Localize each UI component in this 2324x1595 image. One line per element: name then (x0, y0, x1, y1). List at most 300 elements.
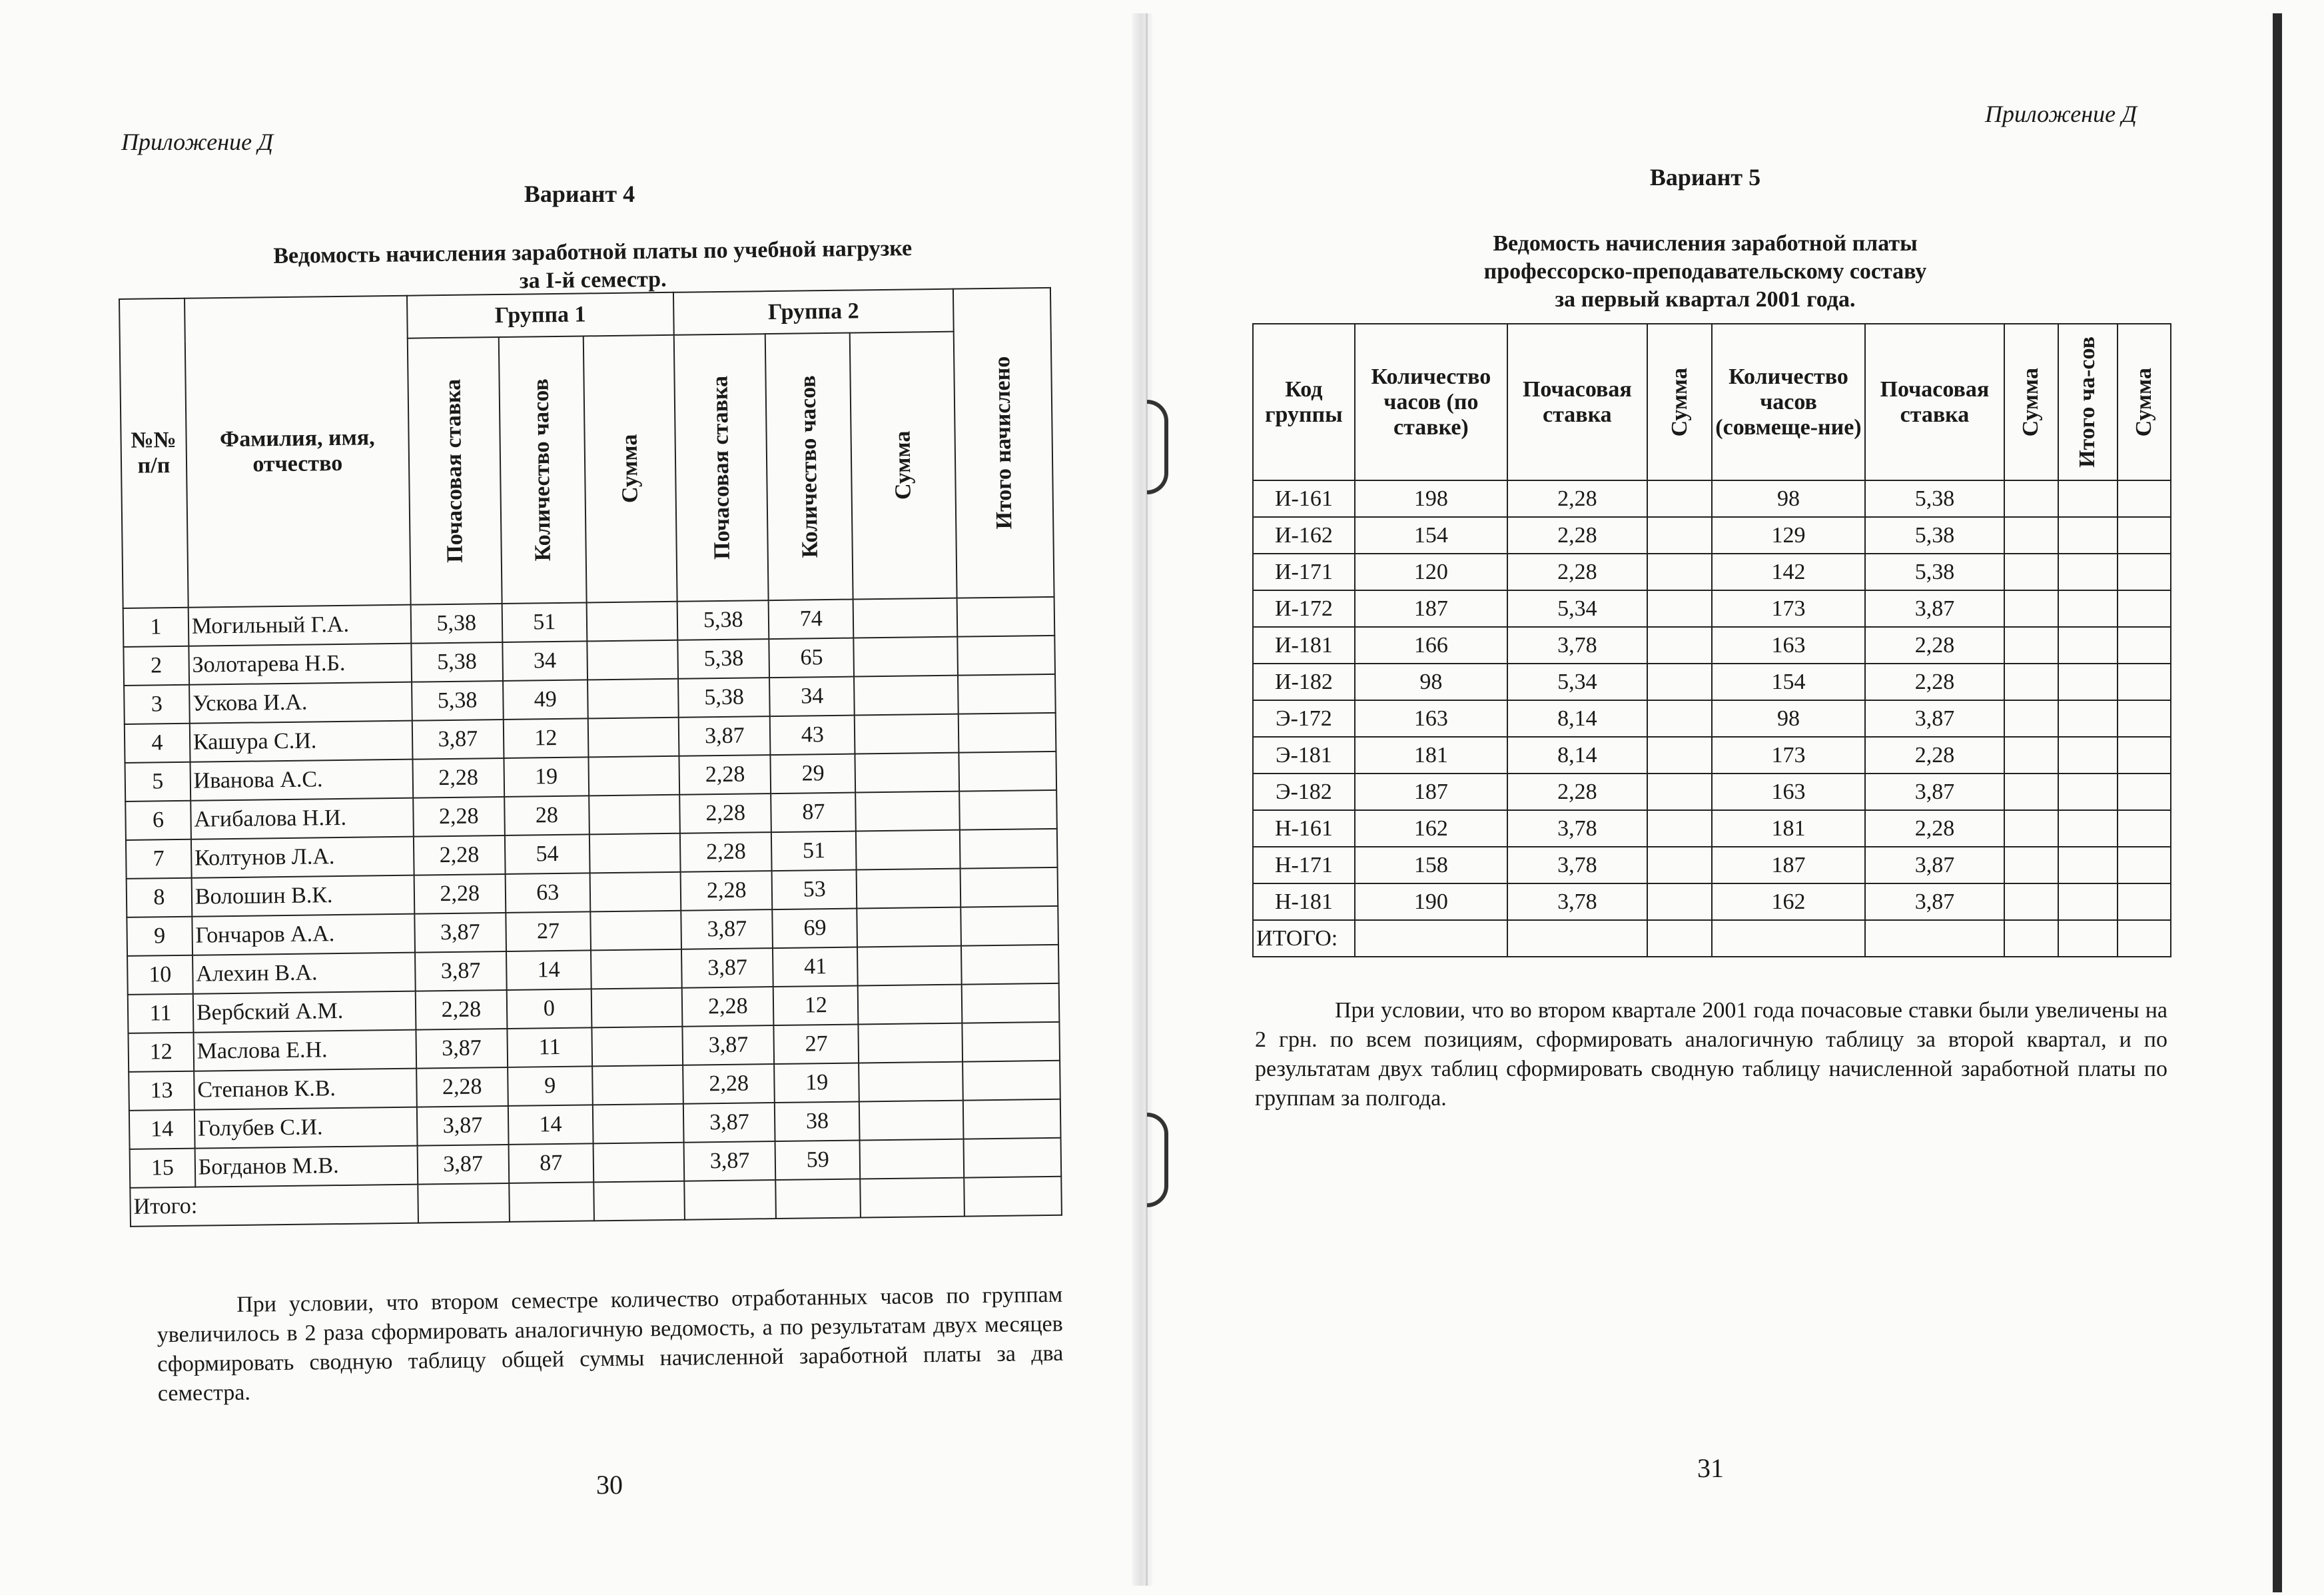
header-sum-2-text: Сумма (890, 430, 916, 500)
row-sum-3 (2118, 847, 2171, 883)
paragraph-indent (157, 1312, 236, 1313)
row-number: 6 (125, 801, 191, 840)
row-sum-3 (2118, 590, 2171, 627)
row-hours-1: 63 (506, 873, 591, 913)
row-sum-2 (859, 1101, 963, 1141)
row-rate-1: 2,28 (412, 758, 504, 798)
row-total-hours (2058, 590, 2118, 627)
row-rate-1: 3,78 (1507, 627, 1647, 664)
total-label: ИТОГО: (1253, 920, 1355, 957)
row-sum-2 (2004, 554, 2058, 590)
row-name: Вербский А.М. (193, 991, 416, 1033)
row-hours-1: 14 (508, 1105, 593, 1145)
row-hours-1: 51 (502, 602, 587, 642)
title-line: Ведомость начисления заработной платы по учебной нагрузке (273, 236, 913, 268)
header-group-2: Группа 2 (673, 289, 953, 335)
row-rate-1: 2,28 (414, 835, 506, 875)
row-total (961, 906, 1058, 946)
row-sum-1 (1647, 737, 1713, 774)
table-row (1253, 774, 2171, 810)
row-rate-2: 2,28 (683, 1064, 775, 1104)
row-rate-1: 3,78 (1507, 847, 1647, 883)
table-row (1253, 700, 2171, 737)
row-sum-1 (587, 640, 678, 680)
row-total-hours (2058, 517, 2118, 554)
header-sum-1-text: Сумма (1667, 367, 1692, 437)
row-sum-1 (1647, 517, 1713, 554)
row-rate-1: 2,28 (416, 1067, 508, 1107)
instruction-paragraph (157, 1281, 1064, 1409)
row-hours-combined: 163 (1712, 627, 1864, 664)
row-hours-2: 74 (769, 600, 854, 640)
row-hours-1: 9 (508, 1066, 593, 1106)
row-hours-combined: 154 (1712, 664, 1864, 700)
row-sum-1 (1647, 554, 1713, 590)
scan-edge (2273, 13, 2282, 1592)
row-rate-1: 2,28 (415, 990, 507, 1030)
table-row (1253, 590, 2171, 627)
table-row (1253, 664, 2171, 700)
row-name: Богданов М.В. (194, 1146, 417, 1187)
row-number: 15 (130, 1149, 196, 1188)
header-hours-2-text: Количество часов (795, 375, 823, 558)
row-total-hours (2058, 700, 2118, 737)
header-rate-1 (407, 337, 502, 605)
row-rate-1: 5,38 (412, 681, 504, 721)
row-sum-3 (2118, 810, 2171, 847)
row-sum-1 (590, 911, 681, 951)
row-sum-2 (854, 676, 958, 716)
total-cell (1507, 920, 1647, 957)
total-cell (1712, 920, 1864, 957)
row-rate-2: 2,28 (679, 755, 771, 795)
variant-heading: Вариант 5 (1649, 164, 1761, 191)
row-sum-2 (2004, 517, 2058, 554)
row-hours-1: 0 (507, 989, 592, 1029)
total-cell (418, 1183, 510, 1223)
row-rate-1: 3,87 (412, 720, 504, 760)
row-hours-rate: 154 (1355, 517, 1507, 554)
row-hours-combined: 173 (1712, 590, 1864, 627)
header-number: №№ п/п (119, 298, 188, 608)
row-sum-3 (2118, 664, 2171, 700)
header-rate-1-text: Почасовая ставка (440, 378, 468, 564)
row-number: 7 (126, 839, 192, 879)
row-sum-3 (2118, 737, 2171, 774)
row-sum-1 (587, 679, 679, 719)
row-hours-rate: 162 (1355, 810, 1507, 847)
row-sum-3 (2118, 517, 2171, 554)
row-hours-combined: 181 (1712, 810, 1864, 847)
total-cell (1355, 920, 1507, 957)
row-rate-1: 3,78 (1507, 810, 1647, 847)
row-sum-1 (1647, 700, 1713, 737)
row-hours-combined: 162 (1712, 883, 1864, 920)
title-line: за I-й семестр. (519, 266, 667, 294)
row-hours-2: 34 (769, 677, 855, 717)
row-hours-combined: 129 (1712, 517, 1864, 554)
row-name: Ускова И.А. (189, 682, 412, 724)
row-number: 12 (128, 1033, 194, 1072)
row-hours-combined: 163 (1712, 774, 1864, 810)
total-cell (964, 1177, 1062, 1217)
total-cell (593, 1181, 685, 1221)
row-sum-3 (2118, 883, 2171, 920)
total-cell (2058, 920, 2118, 957)
row-total (962, 983, 1060, 1023)
row-rate-1: 5,34 (1507, 590, 1647, 627)
row-sum-2 (859, 1062, 963, 1102)
title-line: за первый квартал 2001 года. (1555, 287, 1856, 312)
row-group-code: И-181 (1253, 627, 1355, 664)
row-sum-2 (854, 637, 958, 677)
header-sum-3 (2118, 324, 2171, 480)
row-sum-3 (2118, 774, 2171, 810)
appendix-label: Приложение Д (1985, 101, 2137, 127)
row-rate-2: 3,87 (1865, 774, 2005, 810)
row-rate-1: 2,28 (1507, 517, 1647, 554)
row-rate-2: 2,28 (680, 832, 772, 872)
row-sum-1 (587, 718, 679, 758)
row-sum-1 (591, 988, 682, 1028)
row-hours-2: 87 (771, 793, 857, 833)
row-hours-1: 34 (502, 641, 587, 681)
row-name: Колтунов Л.А. (191, 837, 414, 878)
row-sum-2 (856, 830, 960, 870)
row-rate-2: 3,87 (684, 1141, 776, 1181)
row-total (957, 597, 1054, 637)
total-cell (509, 1182, 594, 1222)
row-name: Голубев С.И. (194, 1107, 417, 1149)
row-hours-rate: 187 (1355, 590, 1507, 627)
table-body (1253, 480, 2171, 920)
row-sum-1 (1647, 590, 1713, 627)
row-number: 11 (128, 994, 194, 1033)
row-number: 8 (127, 878, 193, 917)
row-hours-2: 65 (769, 638, 855, 678)
row-name: Агибалова Н.И. (191, 798, 413, 839)
row-total-hours (2058, 737, 2118, 774)
row-sum-1 (589, 833, 681, 873)
row-rate-2: 3,87 (1865, 847, 2005, 883)
row-name: Могильный Г.А. (189, 605, 411, 646)
header-group-code: Код группы (1253, 324, 1355, 480)
row-sum-2 (859, 1023, 963, 1063)
row-rate-2: 5,38 (1865, 480, 2005, 517)
row-sum-2 (2004, 774, 2058, 810)
row-total (963, 1061, 1060, 1101)
row-rate-2: 2,28 (681, 871, 773, 911)
total-cell (860, 1178, 964, 1218)
total-label: Итого: (130, 1185, 418, 1227)
row-sum-2 (2004, 664, 2058, 700)
row-total (959, 790, 1057, 830)
row-rate-2: 3,87 (1865, 883, 2005, 920)
row-total (957, 636, 1055, 676)
row-number: 3 (124, 685, 190, 724)
row-hours-1: 11 (507, 1027, 592, 1067)
row-group-code: Н-181 (1253, 883, 1355, 920)
row-rate-2: 3,87 (683, 1103, 775, 1143)
table-body (123, 597, 1062, 1188)
row-sum-3 (2118, 627, 2171, 664)
row-rate-2: 5,38 (678, 678, 770, 718)
row-sum-2 (2004, 700, 2058, 737)
row-group-code: И-161 (1253, 480, 1355, 517)
row-hours-2: 69 (773, 909, 858, 949)
row-total (961, 945, 1059, 985)
row-number: 14 (129, 1110, 195, 1149)
row-hours-1: 87 (508, 1143, 593, 1183)
row-group-code: Н-161 (1253, 810, 1355, 847)
row-rate-2: 3,87 (681, 948, 773, 988)
row-total-hours (2058, 627, 2118, 664)
row-group-code: И-172 (1253, 590, 1355, 627)
row-total-hours (2058, 810, 2118, 847)
row-rate-2: 2,28 (1865, 664, 2005, 700)
row-hours-rate: 120 (1355, 554, 1507, 590)
total-row (1253, 920, 2171, 957)
row-rate-1: 2,28 (1507, 554, 1647, 590)
header-sum-2 (850, 332, 957, 600)
row-sum-1 (586, 602, 677, 642)
header-hours-rate: Количество часов (по ставке) (1355, 324, 1507, 480)
row-number: 2 (123, 646, 189, 686)
row-name: Кашура С.И. (190, 721, 412, 762)
row-name: Золотарева Н.Б. (189, 644, 411, 685)
row-hours-rate: 98 (1355, 664, 1507, 700)
row-hours-1: 14 (506, 950, 591, 990)
row-hours-2: 41 (773, 947, 858, 987)
row-sum-2 (853, 598, 957, 638)
row-rate-1: 3,87 (417, 1106, 509, 1146)
row-rate-1: 2,28 (413, 797, 505, 837)
row-sum-2 (2004, 480, 2058, 517)
row-sum-1 (592, 1065, 683, 1105)
row-hours-combined: 98 (1712, 480, 1864, 517)
row-number: 1 (123, 608, 189, 647)
total-cell (2004, 920, 2058, 957)
row-sum-1 (589, 872, 681, 912)
row-rate-2: 2,28 (682, 987, 774, 1027)
header-sum-1 (1647, 324, 1713, 480)
row-total-hours (2058, 554, 2118, 590)
row-sum-2 (2004, 627, 2058, 664)
row-hours-2: 38 (775, 1102, 860, 1142)
instruction-text: При условии, что во втором квартале 2001 года почасовые ставки были увеличены на 2 грн. по всем позициям, сформировать аналогичную таблицу за второй квартал, и по результатам двух таблиц сформировать сводную таблицу начисленной заработной платы по группам за полгода. (1255, 998, 2167, 1111)
header-hours-1 (499, 336, 587, 604)
row-hours-rate: 187 (1355, 774, 1507, 810)
row-sum-2 (2004, 847, 2058, 883)
total-cell (2118, 920, 2171, 957)
row-sum-1 (591, 1027, 683, 1067)
row-sum-2 (2004, 810, 2058, 847)
row-sum-2 (857, 869, 961, 909)
row-sum-1 (589, 795, 680, 835)
row-hours-1: 28 (504, 796, 589, 835)
header-hours-2 (765, 333, 853, 601)
row-name: Алехин В.А. (193, 953, 415, 994)
row-total (963, 1138, 1061, 1178)
row-sum-2 (857, 907, 961, 947)
row-number: 9 (127, 917, 193, 956)
row-rate-2: 3,87 (679, 716, 771, 756)
row-rate-2: 3,87 (681, 909, 773, 949)
row-number: 13 (129, 1071, 194, 1111)
row-rate-1: 2,28 (1507, 774, 1647, 810)
row-sum-3 (2118, 554, 2171, 590)
row-group-code: Э-172 (1253, 700, 1355, 737)
total-cell (684, 1180, 776, 1220)
table-row (1253, 883, 2171, 920)
row-name: Волошин В.К. (191, 875, 414, 917)
page-number: 30 (596, 1470, 623, 1500)
total-cell (776, 1179, 861, 1219)
total-cell (1865, 920, 2005, 957)
header-sum-1 (583, 335, 677, 603)
row-group-code: И-162 (1253, 517, 1355, 554)
table-row (1253, 554, 2171, 590)
row-sum-2 (860, 1139, 964, 1179)
header-hours-combined: Количество часов (совмеще-ние) (1712, 324, 1864, 480)
row-sum-2 (2004, 590, 2058, 627)
table-row (1253, 627, 2171, 664)
row-hours-rate: 181 (1355, 737, 1507, 774)
row-rate-2: 2,28 (1865, 810, 2005, 847)
row-sum-1 (1647, 847, 1713, 883)
row-name: Маслова Е.Н. (193, 1030, 416, 1071)
appendix-label: Приложение Д (121, 129, 273, 155)
row-rate-1: 3,87 (417, 1145, 509, 1185)
row-hours-2: 43 (770, 716, 855, 756)
header-sum-3-text: Сумма (2131, 367, 2156, 437)
row-sum-2 (2004, 737, 2058, 774)
row-group-code: Э-181 (1253, 737, 1355, 774)
row-hours-2: 29 (771, 754, 856, 794)
row-name: Гончаров А.А. (192, 914, 414, 955)
row-rate-2: 5,38 (1865, 517, 2005, 554)
row-sum-2 (855, 753, 959, 793)
row-sum-2 (855, 792, 959, 831)
row-sum-1 (1647, 810, 1713, 847)
row-rate-1: 2,28 (1507, 480, 1647, 517)
header-sum-2-text: Сумма (2018, 367, 2044, 437)
row-hours-2: 19 (775, 1063, 860, 1103)
header-group-1: Группа 1 (407, 292, 674, 338)
row-rate-2: 3,87 (1865, 590, 2005, 627)
row-total-hours (2058, 664, 2118, 700)
row-total (959, 713, 1056, 753)
statement-title (1339, 230, 2072, 314)
row-group-code: Н-171 (1253, 847, 1355, 883)
row-sum-1 (1647, 774, 1713, 810)
row-rate-2: 5,38 (677, 600, 769, 640)
table-row (1253, 737, 2171, 774)
row-total-hours (2058, 774, 2118, 810)
row-total-hours (2058, 883, 2118, 920)
row-total (958, 674, 1056, 714)
row-total-hours (2058, 847, 2118, 883)
row-rate-2: 2,28 (679, 794, 771, 833)
row-hours-combined: 187 (1712, 847, 1864, 883)
table-row (1253, 517, 2171, 554)
row-hours-2: 27 (774, 1025, 859, 1065)
row-rate-1: 3,87 (416, 1029, 508, 1069)
row-hours-1: 12 (504, 718, 589, 758)
instruction-paragraph (1255, 996, 2167, 1113)
row-name: Степанов К.В. (194, 1069, 416, 1110)
row-sum-1 (1647, 627, 1713, 664)
row-sum-1 (1647, 664, 1713, 700)
row-sum-1 (591, 949, 682, 989)
header-total-hours-text: Итого ча-сов (2075, 336, 2100, 468)
row-total (960, 867, 1058, 907)
row-number: 10 (127, 955, 193, 995)
header-total-text: Итого начислено (990, 356, 1017, 530)
row-hours-rate: 190 (1355, 883, 1507, 920)
row-rate-1: 3,87 (414, 913, 506, 953)
header-hours-1-text: Количество часов (528, 378, 556, 562)
row-rate-1: 8,14 (1507, 737, 1647, 774)
row-sum-2 (2004, 883, 2058, 920)
row-total (962, 1022, 1060, 1062)
table-row (1253, 810, 2171, 847)
row-rate-1: 2,28 (414, 874, 506, 914)
page-30 (0, 0, 1132, 1595)
row-sum-1 (588, 756, 679, 796)
row-rate-1: 3,78 (1507, 883, 1647, 920)
row-sum-1 (1647, 883, 1713, 920)
row-rate-2: 2,28 (1865, 627, 2005, 664)
row-rate-2: 3,87 (1865, 700, 2005, 737)
row-hours-combined: 173 (1712, 737, 1864, 774)
row-rate-2: 2,28 (1865, 737, 2005, 774)
header-rate-2: Почасовая ставка (1865, 324, 2005, 480)
row-hours-combined: 142 (1712, 554, 1864, 590)
header-rate-2-text: Почасовая ставка (707, 375, 735, 560)
payroll-table-variant-5 (1252, 323, 2171, 957)
row-total-hours (2058, 480, 2118, 517)
row-rate-1: 3,87 (415, 951, 507, 991)
row-sum-1 (1647, 480, 1713, 517)
row-rate-1: 5,34 (1507, 664, 1647, 700)
row-group-code: И-182 (1253, 664, 1355, 700)
row-number: 4 (125, 724, 191, 763)
row-hours-2: 53 (772, 870, 857, 910)
row-hours-combined: 98 (1712, 700, 1864, 737)
row-hours-rate: 163 (1355, 700, 1507, 737)
row-group-code: И-171 (1253, 554, 1355, 590)
header-rate-2 (674, 334, 769, 602)
title-line: Ведомость начисления заработной платы (1493, 231, 1918, 256)
header-sum-1-text: Сумма (617, 434, 643, 504)
row-rate-1: 5,38 (411, 642, 503, 682)
row-number: 5 (125, 762, 191, 801)
row-hours-rate: 158 (1355, 847, 1507, 883)
row-rate-2: 3,87 (683, 1025, 775, 1065)
row-hours-rate: 166 (1355, 627, 1507, 664)
gutter-line (1146, 13, 1148, 1586)
row-sum-3 (2118, 480, 2171, 517)
row-total (959, 752, 1056, 792)
header-total (953, 288, 1054, 598)
row-hours-1: 19 (504, 757, 589, 797)
row-hours-2: 51 (771, 831, 857, 871)
row-sum-2 (857, 946, 961, 986)
row-name: Иванова А.С. (190, 760, 412, 801)
row-rate-2: 5,38 (677, 639, 769, 679)
title-line: профессорско-преподавательскому составу (1483, 259, 1927, 284)
